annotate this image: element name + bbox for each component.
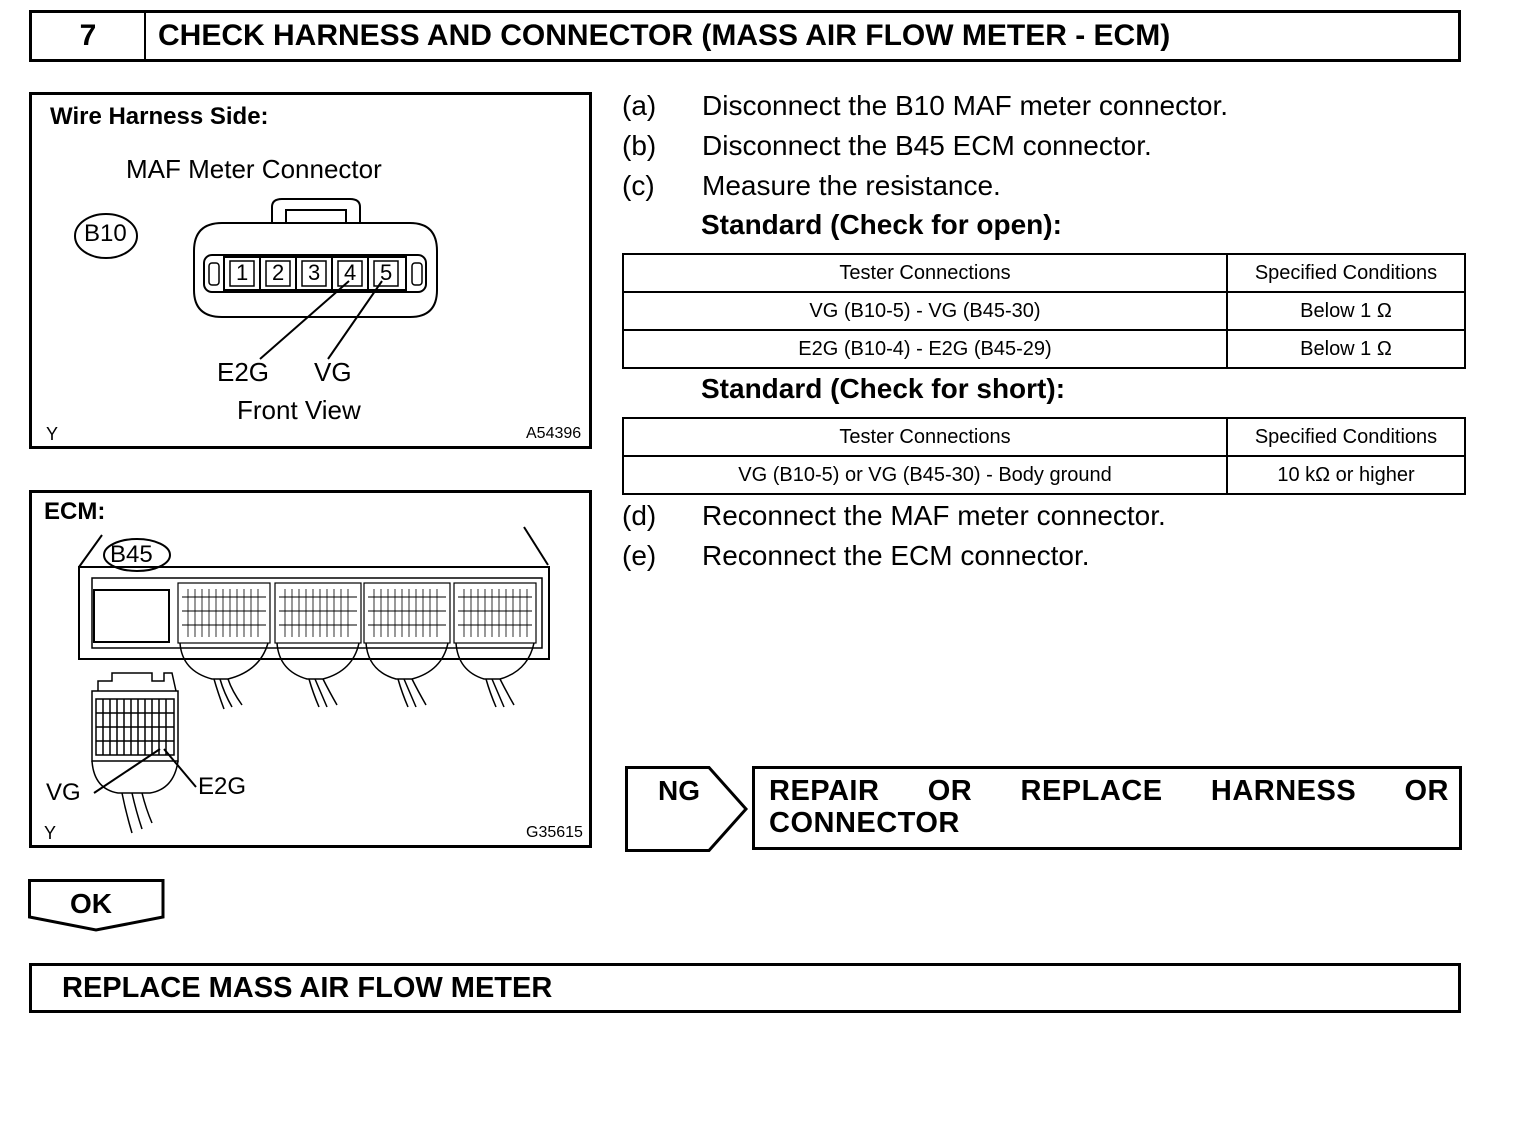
table-row (623, 292, 1465, 330)
ecm-label-vg: VG (46, 779, 81, 806)
figure2-heading: ECM: (44, 498, 106, 525)
step-c (622, 170, 1001, 202)
step-c-label: (c) (622, 170, 655, 201)
step-e (622, 540, 1090, 572)
corner-mark: Y (46, 424, 59, 444)
view-label: Front View (237, 395, 361, 425)
header-conditions: Specified Conditions (1227, 418, 1465, 456)
step-number: 7 (32, 13, 146, 59)
ok-label: OK (70, 888, 112, 919)
step-b-text: Disconnect the B45 ECM connector. (702, 130, 1152, 161)
table-header-row (623, 418, 1465, 456)
header-conditions: Specified Conditions (1227, 254, 1465, 292)
ng-action-box (752, 766, 1462, 850)
connector-id-b45: B45 (110, 541, 153, 568)
header-tester: Tester Connections (623, 418, 1227, 456)
table-row (623, 456, 1465, 494)
cell-condition: 10 kΩ or higher (1227, 456, 1465, 494)
maf-connector-figure (29, 92, 592, 449)
step-a (622, 90, 1228, 122)
cell-tester: VG (B10-5) or VG (B45-30) - Body ground (623, 456, 1227, 494)
cell-tester: E2G (B10-4) - E2G (B45-29) (623, 330, 1227, 368)
ecm-label-e2g: E2G (198, 773, 247, 800)
cell-tester: VG (B10-5) - VG (B45-30) (623, 292, 1227, 330)
ng-label: NG (658, 775, 700, 806)
pin-3: 3 (308, 260, 321, 285)
step-c-text: Measure the resistance. (702, 170, 1001, 201)
figure1-heading: Wire Harness Side: (50, 103, 269, 130)
final-action-box (29, 963, 1461, 1013)
short-check-table (622, 417, 1466, 495)
pin-2: 2 (272, 260, 285, 285)
step-title: CHECK HARNESS AND CONNECTOR (MASS AIR FLOW METER - ECM) (158, 19, 1171, 52)
pin-5: 5 (380, 260, 393, 285)
step-b (622, 130, 1152, 162)
label-vg: VG (314, 357, 352, 387)
cell-condition: Below 1 Ω (1227, 292, 1465, 330)
ecm-corner-mark: Y (44, 823, 57, 843)
step-e-label: (e) (622, 540, 657, 571)
header-tester: Tester Connections (623, 254, 1227, 292)
connector-id-b10: B10 (84, 220, 127, 247)
step-a-label: (a) (622, 90, 657, 121)
table-row (623, 330, 1465, 368)
step-b-label: (b) (622, 130, 657, 161)
connector-title: MAF Meter Connector (126, 154, 382, 184)
step-d-text: Reconnect the MAF meter connector. (702, 500, 1166, 531)
standard-open-title: Standard (Check for open): (701, 209, 1062, 240)
open-check-table (622, 253, 1466, 369)
step-d-label: (d) (622, 500, 657, 531)
step-header (29, 10, 1461, 62)
table-header-row (623, 254, 1465, 292)
ng-action-text: REPAIR OR REPLACE HARNESS OR CONNECTOR (769, 775, 1449, 839)
step-a-text: Disconnect the B10 MAF meter connector. (702, 90, 1229, 121)
label-e2g: E2G (217, 357, 270, 387)
figure-id: A54396 (526, 425, 582, 442)
standard-short-title: Standard (Check for short): (701, 373, 1066, 404)
pin-4: 4 (344, 260, 357, 285)
cell-condition: Below 1 Ω (1227, 330, 1465, 368)
ecm-figure-id: G35615 (526, 824, 583, 841)
ecm-connector-figure (29, 490, 592, 848)
step-e-text: Reconnect the ECM connector. (702, 540, 1090, 571)
step-d (622, 500, 1166, 532)
pin-1: 1 (236, 260, 249, 285)
final-action-text: REPLACE MASS AIR FLOW METER (62, 971, 553, 1004)
